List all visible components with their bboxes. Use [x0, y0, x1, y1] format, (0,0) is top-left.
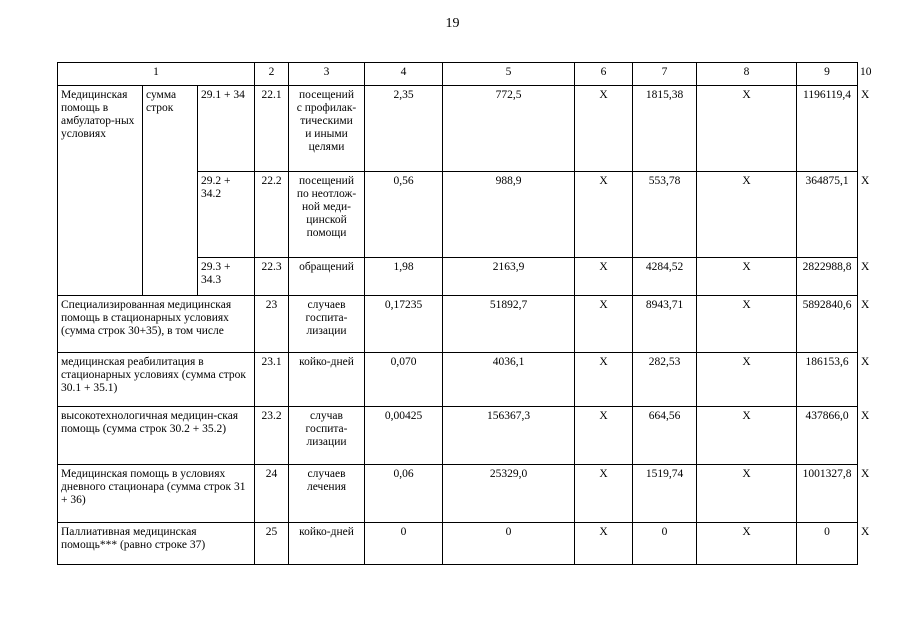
- value-cell: 282,53: [633, 353, 697, 407]
- value-cell: 4036,1: [443, 353, 575, 407]
- code-cell: 24: [255, 465, 289, 523]
- header-cell: 9: [797, 63, 858, 86]
- value-cell: 0: [797, 523, 858, 565]
- code-cell: 25: [255, 523, 289, 565]
- table-row: Медицинская помощь в условиях дневного стационара (сумма строк 31 + 36) 24 случаев лечения 0,06 25329,0 X 1519,74 X 1001327,8 X: [58, 465, 858, 523]
- header-cell: 5: [443, 63, 575, 86]
- value-cell: X: [575, 407, 633, 465]
- value-cell: 553,78: [633, 172, 697, 258]
- value-cell: 1,98: [365, 258, 443, 296]
- unit-cell: койко-дней: [289, 353, 365, 407]
- value-cell: 2,35: [365, 86, 443, 172]
- header-cell: 7: [633, 63, 697, 86]
- value-cell: 437866,0: [797, 407, 858, 465]
- value-cell: 2822988,8: [797, 258, 858, 296]
- unit-cell: случав госпита- лизации: [289, 407, 365, 465]
- value-cell: X: [697, 296, 797, 353]
- formula-cell: 29.3 + 34.3: [198, 258, 255, 296]
- value-cell: X: [575, 258, 633, 296]
- table-row: медицинская реабилитация в стационарных условиях (сумма строк 30.1 + 35.1) 23.1 койко-дней 0,070 4036,1 X 282,53 X 186153,6 X: [58, 353, 858, 407]
- value-cell: 0: [443, 523, 575, 565]
- unit-cell: случаев лечения: [289, 465, 365, 523]
- value-cell: 25329,0: [443, 465, 575, 523]
- code-cell: 22.3: [255, 258, 289, 296]
- value-cell: 1196119,4: [797, 86, 858, 172]
- row-name-cell: Специализированная медицинская помощь в стационарных условиях (сумма строк 30+35), в том числе: [58, 296, 255, 353]
- table-row: 29.2 + 34.2 22.2 посещений по неотлож- ной меди- цинской помощи 0,56 988,9 X 553,78 X 364875,1 X: [58, 172, 858, 258]
- header-cell: 3: [289, 63, 365, 86]
- table-row: высокотехнологичная медицин-ская помощь (сумма строк 30.2 + 35.2) 23.2 случав госпита- лизации 0,00425 156367,3 X 664,56 X 437866,0 X: [58, 407, 858, 465]
- value-cell: 0,00425: [365, 407, 443, 465]
- unit-cell: посещений с профилак- тическими и иными целями: [289, 86, 365, 172]
- value-cell: 0: [633, 523, 697, 565]
- header-cell: 4: [365, 63, 443, 86]
- code-cell: 23.1: [255, 353, 289, 407]
- value-cell: 772,5: [443, 86, 575, 172]
- value-cell: 51892,7: [443, 296, 575, 353]
- value-cell: 2163,9: [443, 258, 575, 296]
- code-cell: 22.1: [255, 86, 289, 172]
- row-name-cell: Медицинская помощь в условиях дневного стационара (сумма строк 31 + 36): [58, 465, 255, 523]
- page-number: 19: [445, 16, 460, 31]
- value-cell: 4284,52: [633, 258, 697, 296]
- value-cell: 1001327,8: [797, 465, 858, 523]
- header-cell: 2: [255, 63, 289, 86]
- code-cell: 22.2: [255, 172, 289, 258]
- value-cell: 186153,6: [797, 353, 858, 407]
- table-row: Специализированная медицинская помощь в стационарных условиях (сумма строк 30+35), в том числе 23 случаев госпита- лизации 0,17235 51892,7 X 8943,71 X 5892840,6 X: [58, 296, 858, 353]
- unit-cell: посещений по неотлож- ной меди- цинской помощи: [289, 172, 365, 258]
- value-cell: X: [575, 86, 633, 172]
- value-cell: 664,56: [633, 407, 697, 465]
- value-cell: 0,070: [365, 353, 443, 407]
- value-cell: X: [697, 407, 797, 465]
- header-cell: 6: [575, 63, 633, 86]
- group-sub-label-cell: сумма строк: [143, 86, 198, 296]
- code-cell: 23: [255, 296, 289, 353]
- value-cell: 1519,74: [633, 465, 697, 523]
- table-row: Медицинская помощь в амбулатор-ных условиях сумма строк 29.1 + 34 22.1 посещений с профилак- тическими и иными целями 2,35 772,5 X 1815,38 X 1196119,4 X: [58, 86, 858, 172]
- data-table: [57, 62, 872, 565]
- unit-cell: койко-дней: [289, 523, 365, 565]
- value-cell: X: [575, 353, 633, 407]
- formula-cell: 29.1 + 34: [198, 86, 255, 172]
- table-row: 29.3 + 34.3 22.3 обращений 1,98 2163,9 X 4284,52 X 2822988,8 X: [58, 258, 858, 296]
- value-cell: X: [575, 296, 633, 353]
- value-cell: 364875,1: [797, 172, 858, 258]
- unit-cell: случаев госпита- лизации: [289, 296, 365, 353]
- row-name-cell: медицинская реабилитация в стационарных условиях (сумма строк 30.1 + 35.1): [58, 353, 255, 407]
- value-cell: X: [575, 523, 633, 565]
- code-cell: 23.2: [255, 407, 289, 465]
- group-label-cell: Медицинская помощь в амбулатор-ных условиях: [58, 86, 143, 296]
- value-cell: X: [697, 465, 797, 523]
- value-cell: 1815,38: [633, 86, 697, 172]
- formula-cell: 29.2 + 34.2: [198, 172, 255, 258]
- value-cell: X: [697, 353, 797, 407]
- row-name-cell: высокотехнологичная медицин-ская помощь (сумма строк 30.2 + 35.2): [58, 407, 255, 465]
- table-row: Паллиативная медицинская помощь*** (равно строке 37) 25 койко-дней 0 0 X 0 X 0 X: [58, 523, 858, 565]
- row-name-cell: Паллиативная медицинская помощь*** (равно строке 37): [58, 523, 255, 565]
- value-cell: X: [697, 86, 797, 172]
- header-cell: 1: [58, 63, 255, 86]
- value-cell: X: [575, 172, 633, 258]
- value-cell: X: [697, 258, 797, 296]
- unit-cell: обращений: [289, 258, 365, 296]
- value-cell: X: [697, 523, 797, 565]
- value-cell: X: [697, 172, 797, 258]
- value-cell: 0,56: [365, 172, 443, 258]
- value-cell: 988,9: [443, 172, 575, 258]
- header-cell: 8: [697, 63, 797, 86]
- value-cell: 8943,71: [633, 296, 697, 353]
- value-cell: 5892840,6: [797, 296, 858, 353]
- value-cell: 0: [365, 523, 443, 565]
- value-cell: 0,06: [365, 465, 443, 523]
- value-cell: 0,17235: [365, 296, 443, 353]
- table-header-row: 1 2 3 4 5 6 7 8 9 10: [58, 63, 858, 86]
- value-cell: X: [575, 465, 633, 523]
- value-cell: 156367,3: [443, 407, 575, 465]
